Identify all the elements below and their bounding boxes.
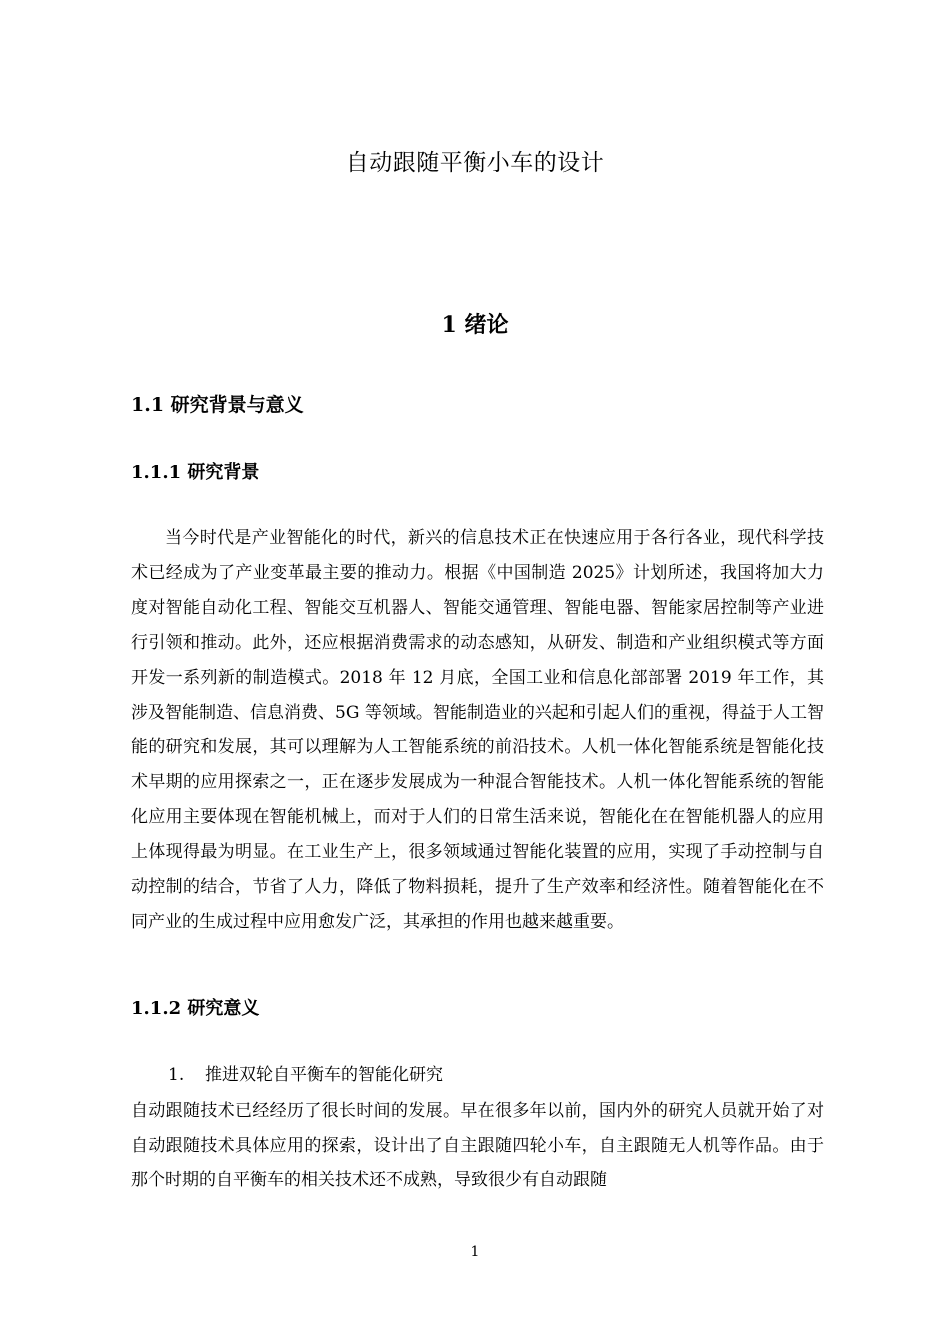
subsection-heading-significance: 1.1.2 研究意义 [131,998,260,1019]
document-title: 自动跟随平衡小车的设计 [345,150,605,176]
paragraph-research-significance: 自动跟随技术已经经历了很长时间的发展。早在很多年以前，国内外的研究人员就开始了对自动跟随技术具体应用的探索，设计出了自主跟随四轮小车，自主跟随无人机等作品。由于那个时期的自平衡车的相关技术还不成熟，导致很少有自动跟随 [131,1101,824,1190]
list-item-text: 推进双轮自平衡车的智能化研究 [205,1065,443,1085]
paragraph-research-background: 当今时代是产业智能化的时代，新兴的信息技术正在快速应用于各行各业，现代科学技术已经成为了产业变革最主要的推动力。根据《中国制造 2025》计划所述，我国将加大力度对智能自动化工程、智能交互机器人、智能交通管理、智能电器、智能家居控制等产业进行引领和推动。此外，还应根据消费需求的动态感知，从研发、制造和产业组织模式等方面开发一系列新的制造模式。2018 年 12 月底，全国工业和信息化部部署 2019 年工作，其涉及智能制造、信息消费、5G 等领域。智能制造业的兴起和引起人们的重视，得益于人工智能的研究和发展，其可以理解为人工智能系统的前沿技术。人机一体化智能系统是智能化技术早期的应用探索之一，正在逐步发展成为一种混合智能技术。人机一体化智能系统的智能化应用主要体现在智能机械上，而对于人们的日常生活来说，智能化在在智能机器人的应用上体现得最为明显。在工业生产上，很多领域通过智能化装置的应用，实现了手动控制与自动控制的结合，节省了人力，降低了物料损耗，提升了生产效率和经济性。随着智能化在不同产业的生成过程中应用愈发广泛，其承担的作用也越来越重要。 [131,528,824,932]
subsection-heading-background: 1.1.1 研究背景 [131,462,260,483]
section-heading: 1.1 研究背景与意义 [131,394,304,416]
list-item [168,1060,443,1090]
page-number: 1 [470,1244,480,1260]
chapter-heading: 1 绪论 [441,312,509,338]
list-item-number: 1. [168,1065,185,1085]
